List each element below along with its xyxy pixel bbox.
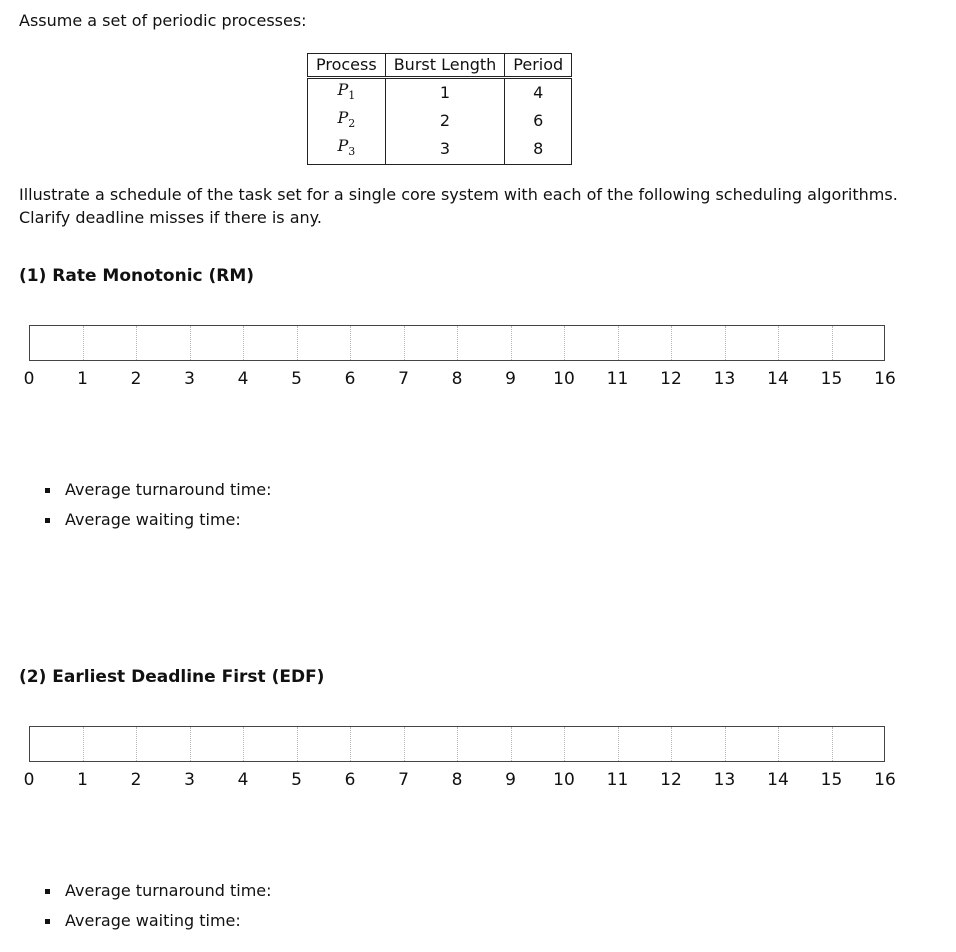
time-tick-label: 3	[184, 369, 195, 389]
period-cell: 6	[505, 107, 572, 135]
time-tick-label: 11	[606, 770, 629, 790]
gantt-gridline	[136, 326, 137, 360]
time-tick-label: 7	[398, 770, 409, 790]
edf-heading: (2) Earliest Deadline First (EDF)	[19, 667, 325, 687]
gantt-gridline	[136, 727, 137, 761]
gantt-gridline	[243, 727, 244, 761]
time-tick-label: 9	[505, 770, 516, 790]
time-tick-label: 15	[820, 770, 843, 790]
time-tick-label: 6	[344, 770, 356, 790]
process-name: $P_3$	[308, 135, 386, 164]
time-tick-label: 4	[237, 770, 249, 790]
time-tick-label: 5	[291, 770, 302, 790]
burst-length-cell: 3	[385, 135, 505, 164]
time-tick-label: 9	[505, 369, 516, 389]
gantt-gridline	[190, 727, 191, 761]
time-tick-label: 10	[553, 369, 575, 389]
time-tick-label: 12	[660, 770, 682, 790]
time-tick-label: 0	[23, 770, 35, 790]
list-item: Average turnaround time:	[45, 475, 272, 505]
gantt-gridline	[618, 727, 619, 761]
list-item: Average waiting time:	[45, 505, 272, 535]
gantt-gridline	[190, 326, 191, 360]
table-row	[308, 107, 572, 135]
process-name: $P_1$	[308, 78, 386, 108]
time-tick-label: 2	[130, 369, 142, 389]
time-tick-label: 7	[398, 369, 409, 389]
gantt-gridline	[83, 326, 84, 360]
rm-stats-list	[45, 475, 272, 535]
burst-length-cell: 1	[385, 78, 505, 108]
gantt-gridline	[778, 326, 779, 360]
gantt-gridline	[350, 326, 351, 360]
gantt-gridline	[564, 326, 565, 360]
gantt-gridline	[778, 727, 779, 761]
time-tick-label: 8	[451, 369, 463, 389]
gantt-gridline	[671, 727, 672, 761]
gantt-gridline	[404, 326, 405, 360]
time-tick-label: 11	[606, 369, 629, 389]
time-tick-label: 3	[184, 770, 195, 790]
gantt-gridline	[404, 727, 405, 761]
process-name: $P_2$	[308, 107, 386, 135]
intro-text: Assume a set of periodic processes:	[19, 11, 307, 30]
list-item: Average turnaround time:	[45, 876, 272, 906]
time-tick-label: 5	[291, 369, 302, 389]
gantt-gridline	[725, 727, 726, 761]
gantt-gridline	[832, 326, 833, 360]
gantt-gridline	[671, 326, 672, 360]
time-tick-label: 14	[767, 770, 789, 790]
time-tick-label: 2	[130, 770, 142, 790]
process-table	[307, 53, 572, 165]
burst-length-cell: 2	[385, 107, 505, 135]
time-tick-label: 6	[344, 369, 356, 389]
gantt-gridline	[832, 727, 833, 761]
time-tick-label: 13	[713, 770, 736, 790]
gantt-gridline	[350, 727, 351, 761]
edf-gantt-chart[interactable]	[29, 726, 885, 762]
gantt-gridline	[725, 326, 726, 360]
time-tick-label: 1	[77, 770, 88, 790]
instruction-line-2: Clarify deadline misses if there is any.	[19, 208, 322, 227]
table-row	[308, 135, 572, 164]
time-tick-label: 10	[553, 770, 575, 790]
gantt-gridline	[457, 326, 458, 360]
header-period: Period	[505, 54, 572, 78]
time-tick-label: 15	[820, 369, 843, 389]
table-row	[308, 78, 572, 108]
rm-heading: (1) Rate Monotonic (RM)	[19, 266, 255, 286]
rm-gantt-chart[interactable]	[29, 325, 885, 361]
time-tick-label: 1	[77, 369, 88, 389]
time-tick-label: 4	[237, 369, 249, 389]
period-cell: 8	[505, 135, 572, 164]
period-cell: 4	[505, 78, 572, 108]
time-tick-label: 16	[874, 369, 896, 389]
time-tick-label: 14	[767, 369, 789, 389]
time-tick-label: 0	[23, 369, 35, 389]
gantt-gridline	[83, 727, 84, 761]
table-header-row	[308, 54, 572, 78]
time-tick-label: 13	[713, 369, 736, 389]
gantt-gridline	[297, 326, 298, 360]
gantt-gridline	[511, 727, 512, 761]
edf-stats-list	[45, 876, 272, 936]
time-tick-label: 12	[660, 369, 682, 389]
gantt-gridline	[243, 326, 244, 360]
gantt-gridline	[511, 326, 512, 360]
time-tick-label: 16	[874, 770, 896, 790]
gantt-gridline	[618, 326, 619, 360]
list-item: Average waiting time:	[45, 906, 272, 936]
time-tick-label: 8	[451, 770, 463, 790]
gantt-gridline	[564, 727, 565, 761]
instruction-line-1: Illustrate a schedule of the task set for a single core system with each of the following scheduling algorithms.	[19, 185, 898, 204]
header-burst-length: Burst Length	[385, 54, 505, 78]
header-process: Process	[308, 54, 386, 78]
gantt-gridline	[457, 727, 458, 761]
gantt-gridline	[297, 727, 298, 761]
